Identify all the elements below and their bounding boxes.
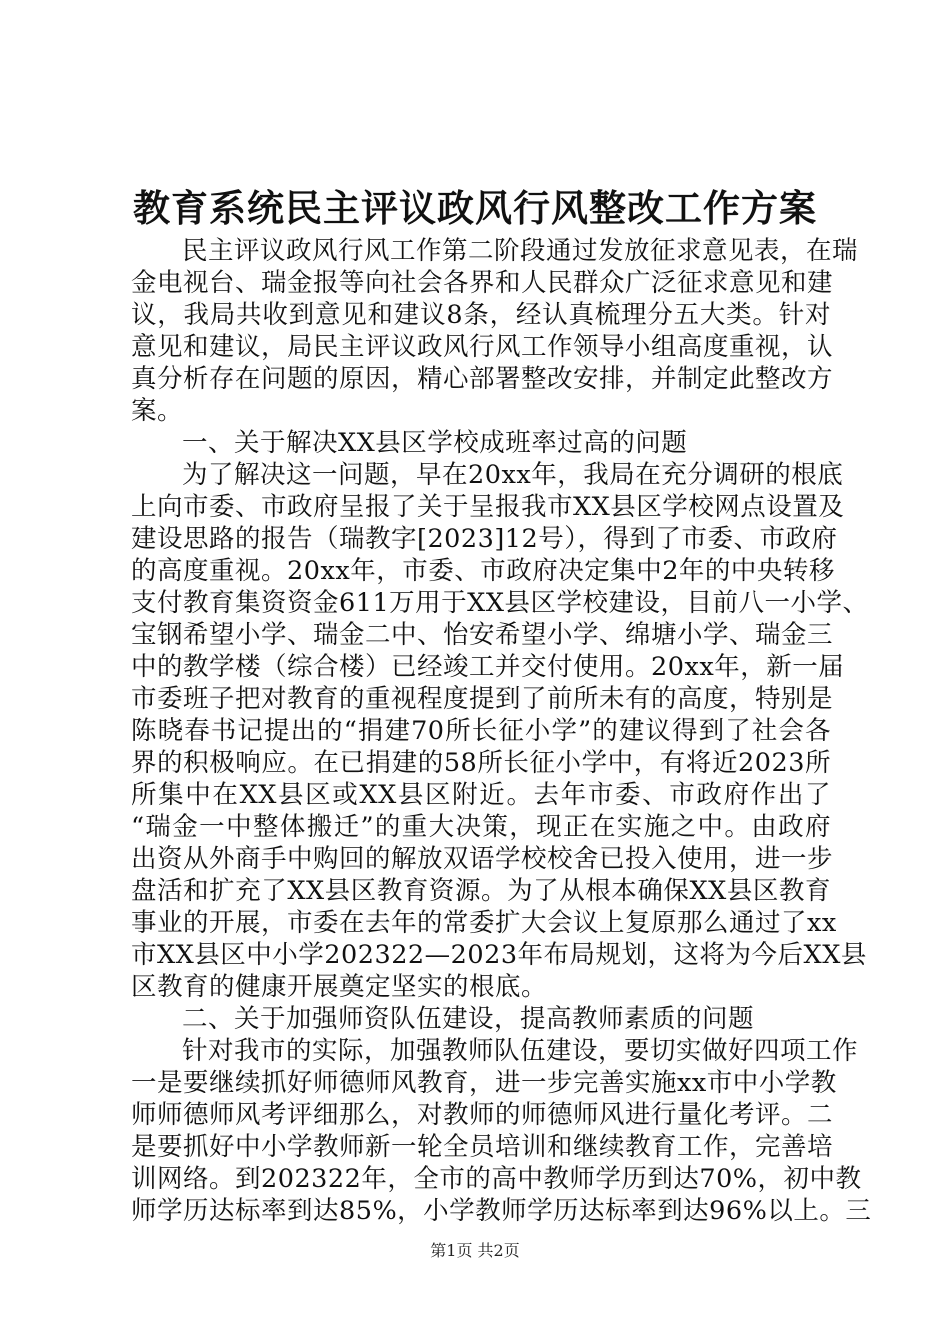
text-line: 界的积极响应。在已捐建的58所长征小学中，有将近2023所 bbox=[131, 748, 831, 778]
text-line: 师学历达标率到达85%，小学教师学历达标率到达96%以上。三 bbox=[131, 1196, 872, 1226]
text-line: 训网络。到202322年，全市的高中教师学历到达70%，初中教 bbox=[131, 1164, 862, 1194]
text-line: 上向市委、市政府呈报了关于呈报我市XX县区学校网点设置及 bbox=[131, 492, 845, 522]
text-line: 出资从外商手中购回的解放双语学校校舍已投入使用，进一步 bbox=[131, 844, 834, 874]
text-line: 是要抓好中小学教师新一轮全员培训和继续教育工作，完善培 bbox=[131, 1132, 834, 1162]
document-title: 教育系统民主评议政风行风整改工作方案 bbox=[133, 186, 817, 230]
section-heading: 二、关于加强师资队伍建设，提高教师素质的问题 bbox=[182, 1004, 755, 1034]
section-heading: 一、关于解决XX县区学校成班率过高的问题 bbox=[182, 428, 688, 458]
text-line: 的高度重视。20xx年，市委、市政府决定集中2年的中央转移 bbox=[131, 556, 835, 586]
text-line: 所集中在XX县区或XX县区附近。去年市委、市政府作出了 bbox=[131, 780, 831, 810]
text-line: 意见和建议，局民主评议政风行风工作领导小组高度重视，认 bbox=[131, 332, 834, 362]
text-line: 区教育的健康开展奠定坚实的根底。 bbox=[131, 972, 548, 1002]
text-line: 中的教学楼（综合楼）已经竣工并交付使用。20xx年，新一届 bbox=[131, 652, 845, 682]
text-line: 支付教育集资资金611万用于XX县区学校建设，目前八一小学、 bbox=[131, 588, 869, 618]
text-line: 金电视台、瑞金报等向社会各界和人民群众广泛征求意见和建 bbox=[131, 268, 834, 298]
text-line: 陈晓春书记提出的“捐建70所长征小学”的建议得到了社会各 bbox=[131, 716, 831, 746]
text-line: 建设思路的报告（瑞教字[2023]12号），得到了市委、市政府 bbox=[131, 524, 838, 554]
text-line: 议，我局共收到意见和建议8条，经认真梳理分五大类。针对 bbox=[131, 300, 831, 330]
text-line: 盘活和扩充了XX县区教育资源。为了从根本确保XX县区教育 bbox=[131, 876, 831, 906]
text-line: 一是要继续抓好师德师风教育，进一步完善实施xx市中小学教 bbox=[131, 1068, 837, 1098]
text-line: “瑞金一中整体搬迁”的重大决策，现正在实施之中。由政府 bbox=[131, 812, 831, 842]
page-number: 第1页 共2页 bbox=[430, 1241, 520, 1260]
text-line: 事业的开展，市委在去年的常委扩大会议上复原那么通过了xx bbox=[131, 908, 837, 938]
text-line: 真分析存在问题的原因，精心部署整改安排，并制定此整改方 bbox=[131, 364, 834, 394]
text-line: 民主评议政风行风工作第二阶段通过发放征求意见表，在瑞 bbox=[182, 236, 859, 266]
text-line: 针对我市的实际，加强教师队伍建设，要切实做好四项工作 bbox=[182, 1036, 859, 1066]
text-line: 市委班子把对教育的重视程度提到了前所未有的高度，特别是 bbox=[131, 684, 834, 714]
text-line: 为了解决这一问题，早在20xx年，我局在充分调研的根底 bbox=[182, 460, 844, 490]
text-line: 宝钢希望小学、瑞金二中、怡安希望小学、绵塘小学、瑞金三 bbox=[131, 620, 834, 650]
text-line: 案。 bbox=[131, 396, 184, 426]
text-line: 师师德师风考评细那么，对教师的师德师风进行量化考评。二 bbox=[131, 1100, 834, 1130]
text-line: 市XX县区中小学202322—2023年布局规划，这将为今后XX县 bbox=[131, 940, 867, 970]
